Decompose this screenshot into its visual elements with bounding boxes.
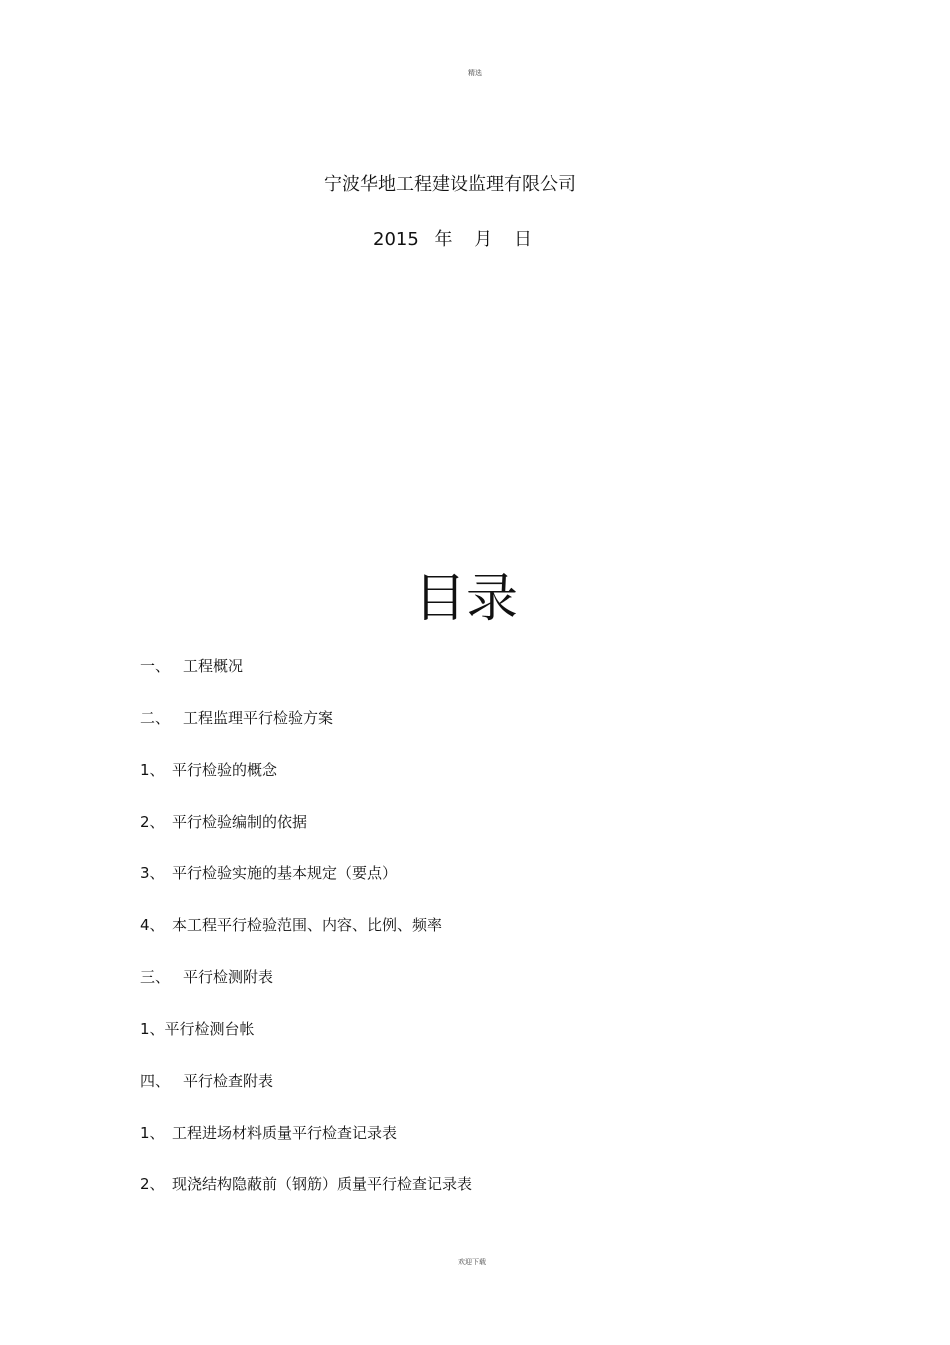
footer-watermark: 欢迎下载 (458, 1258, 486, 1266)
header-watermark: 精选 (468, 69, 482, 77)
toc-entry (140, 1174, 472, 1194)
toc-entry-number: 三、 (140, 968, 171, 986)
toc-entry (140, 812, 307, 832)
toc-entry-number: 二、 (140, 709, 171, 727)
toc-entry-text: 平行检查附表 (183, 1072, 274, 1090)
toc-entry-number: 4、 (140, 916, 165, 934)
toc-entry-number: 一、 (140, 657, 171, 675)
toc-entry (140, 760, 277, 780)
date-month-label: 月 (474, 229, 493, 250)
toc-entry-text: 本工程平行检验范围、内容、比例、频率 (172, 916, 443, 934)
toc-entry (140, 967, 273, 987)
toc-entry (140, 656, 243, 676)
toc-entry-text: 工程进场材料质量平行检查记录表 (172, 1124, 398, 1142)
toc-entry-number: 2、 (140, 1175, 165, 1193)
toc-entry-text: 平行检验的概念 (172, 761, 278, 779)
toc-entry-text: 工程监理平行检验方案 (183, 709, 334, 727)
toc-entry-text: 现浇结构隐蔽前（钢筋）质量平行检查记录表 (172, 1175, 473, 1193)
toc-entry-text: 平行检测台帐 (164, 1020, 255, 1038)
toc-entry-text: 平行检验编制的依据 (172, 813, 308, 831)
company-name: 宁波华地工程建设监理有限公司 (324, 174, 576, 195)
toc-entry-number: 1、 (140, 761, 165, 779)
toc-entry (140, 863, 397, 883)
date-day-label: 日 (514, 229, 533, 250)
toc-entry (140, 1019, 255, 1039)
toc-entry-number: 3、 (140, 864, 165, 882)
toc-entry-number: 四、 (140, 1072, 171, 1090)
toc-entry-text: 平行检验实施的基本规定（要点） (172, 864, 398, 882)
toc-entry (140, 915, 442, 935)
toc-entry-text: 平行检测附表 (183, 968, 274, 986)
toc-entry-text: 工程概况 (183, 657, 244, 675)
toc-entry-number: 1、 (140, 1020, 165, 1038)
toc-title: 目录 (413, 569, 518, 629)
toc-entry-number: 1、 (140, 1124, 165, 1142)
toc-entry-number: 2、 (140, 813, 165, 831)
toc-entry (140, 1071, 273, 1091)
toc-entry (140, 1123, 397, 1143)
toc-entry (140, 708, 333, 728)
date-year-label: 年 (434, 229, 453, 250)
date-year: 2015 (373, 229, 419, 250)
date-line (373, 225, 532, 251)
